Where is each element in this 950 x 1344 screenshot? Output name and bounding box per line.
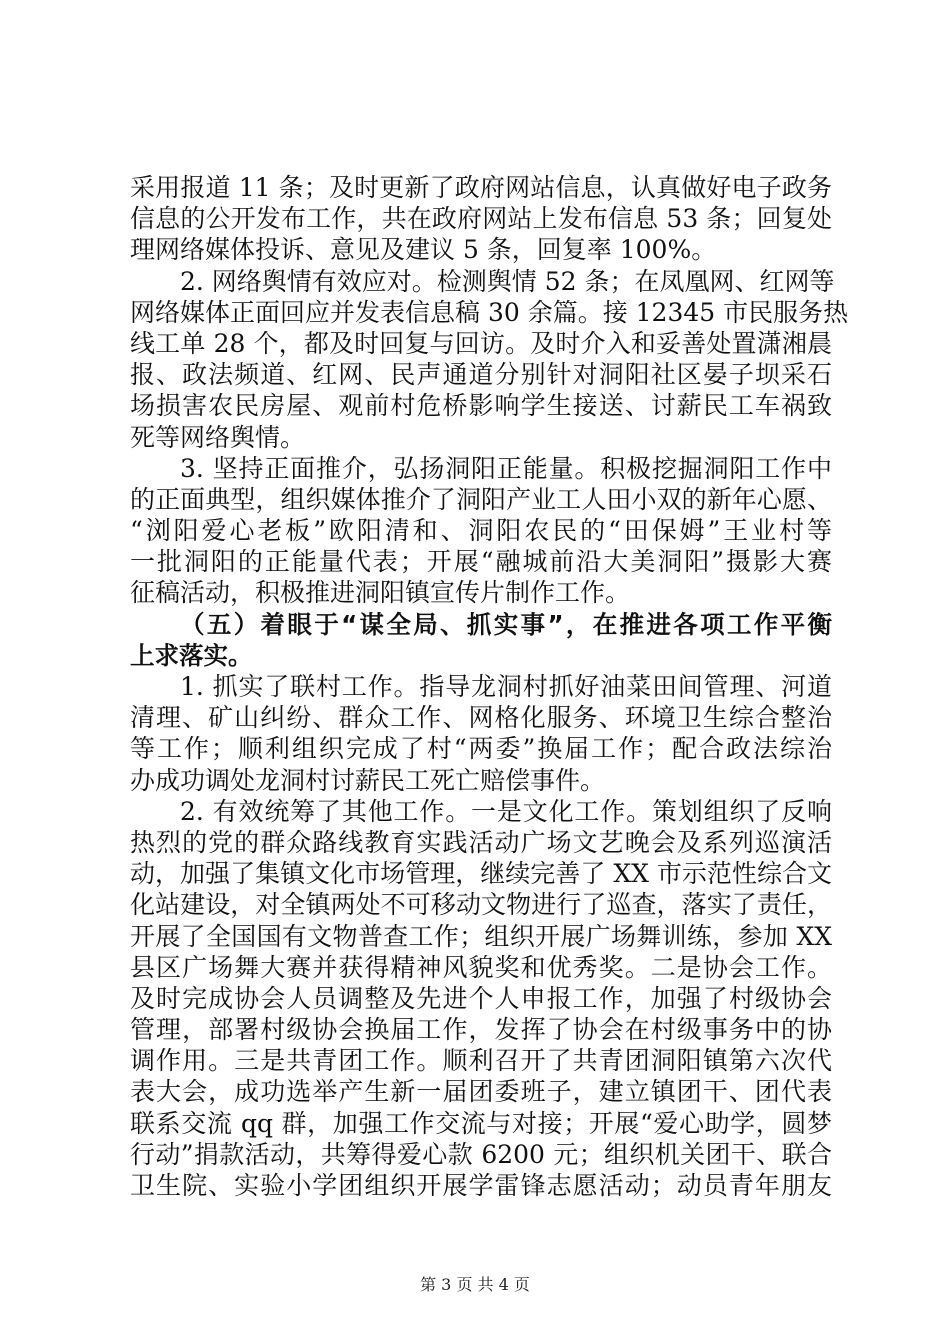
text-line: 管理，部署村级协会换届工作，发挥了协会在村级事务中的协 bbox=[130, 1015, 832, 1045]
text-line: 采用报道 11 条；及时更新了政府网站信息，认真做好电子政务 bbox=[130, 173, 832, 202]
document-body bbox=[130, 172, 849, 1201]
text-line: “浏阳爱心老板”欧阳清和、洞阳农民的“田保姆”王业村等 bbox=[130, 516, 832, 546]
text-line: 的正面典型，组织媒体推介了洞阳产业工人田小双的新年心愿、 bbox=[130, 484, 832, 514]
text-line: 网络媒体正面回应并发表信息稿 30 余篇。接 12345 市民服务热 bbox=[130, 297, 849, 327]
text-line: 等工作；顺利组织完成了村“两委”换届工作；配合政法综治 bbox=[130, 734, 832, 764]
text-line: 联系交流 qq 群，加强工作交流与对接；开展“爱心助学，圆梦 bbox=[130, 1108, 832, 1138]
text-line: 办成功调处龙洞村讨薪民工死亡赔偿事件。 bbox=[130, 765, 606, 795]
text-line: 场损害农民房屋、观前村危桥影响学生接送、讨薪民工车祸致 bbox=[130, 391, 832, 421]
text-line: 热烈的党的群众路线教育实践活动广场文艺晚会及系列巡演活 bbox=[130, 827, 832, 857]
text-line: 征稿活动，积极推进洞阳镇宣传片制作工作。 bbox=[130, 578, 631, 608]
text-line: 报、政法频道、红网、民声通道分别针对洞阳社区晏子坝采石 bbox=[130, 360, 832, 390]
text-line: 动，加强了集镇文化市场管理，继续完善了 XX 市示范性综合文 bbox=[130, 859, 832, 889]
text-line: 信息的公开发布工作，共在政府网站上发布信息 53 条；回复处 bbox=[130, 204, 832, 234]
text-line: 死等网络舆情。 bbox=[130, 422, 306, 452]
text-line: 卫生院、实验小学团组织开展学雷锋志愿活动；动员青年朋友 bbox=[130, 1171, 832, 1200]
text-line: 一批洞阳的正能量代表；开展“融城前沿大美洞阳”摄影大赛 bbox=[130, 547, 832, 577]
text-line: 线工单 28 个，都及时回复与回访。及时介入和妥善处置潇湘晨 bbox=[130, 328, 832, 358]
text-line: 行动”捐款活动，共筹得爱心款 6200 元；组织机关团干、联合 bbox=[130, 1139, 832, 1169]
text-line: 2. 有效统筹了其他工作。一是文化工作。策划组织了反响 bbox=[180, 796, 832, 826]
text-line: 县区广场舞大赛并获得精神风貌奖和优秀奖。二是协会工作。 bbox=[130, 952, 832, 982]
page-footer: 第 3 页 共 4 页 bbox=[420, 1275, 530, 1294]
text-line: 1. 抓实了联村工作。指导龙洞村抓好油菜田间管理、河道 bbox=[180, 672, 832, 701]
text-line: 调作用。三是共青团工作。顺利召开了共青团洞阳镇第六次代 bbox=[130, 1046, 832, 1076]
text-line: 表大会，成功选举产生新一届团委班子，建立镇团干、团代表 bbox=[130, 1077, 832, 1107]
section-heading: （五）着眼于“谋全局、抓实事”，在推进各项工作平衡 bbox=[180, 609, 832, 639]
section-heading: 上求落实。 bbox=[130, 640, 253, 670]
text-line: 2. 网络舆情有效应对。检测舆情 52 条；在凤凰网、红网等 bbox=[180, 266, 835, 296]
text-line: 清理、矿山纠纷、群众工作、网格化服务、环境卫生综合整治 bbox=[130, 703, 832, 733]
text-line: 理网络媒体投诉、意见及建议 5 条，回复率 100%。 bbox=[130, 235, 717, 265]
text-line: 及时完成协会人员调整及先进个人申报工作，加强了村级协会 bbox=[130, 983, 832, 1013]
text-line: 化站建设，对全镇两处不可移动文物进行了巡查，落实了责任， bbox=[130, 890, 832, 920]
text-line: 开展了全国国有文物普查工作；组织开展广场舞训练，参加 XX bbox=[130, 921, 832, 951]
text-line: 3. 坚持正面推介，弘扬洞阳正能量。积极挖掘洞阳工作中 bbox=[180, 453, 832, 483]
